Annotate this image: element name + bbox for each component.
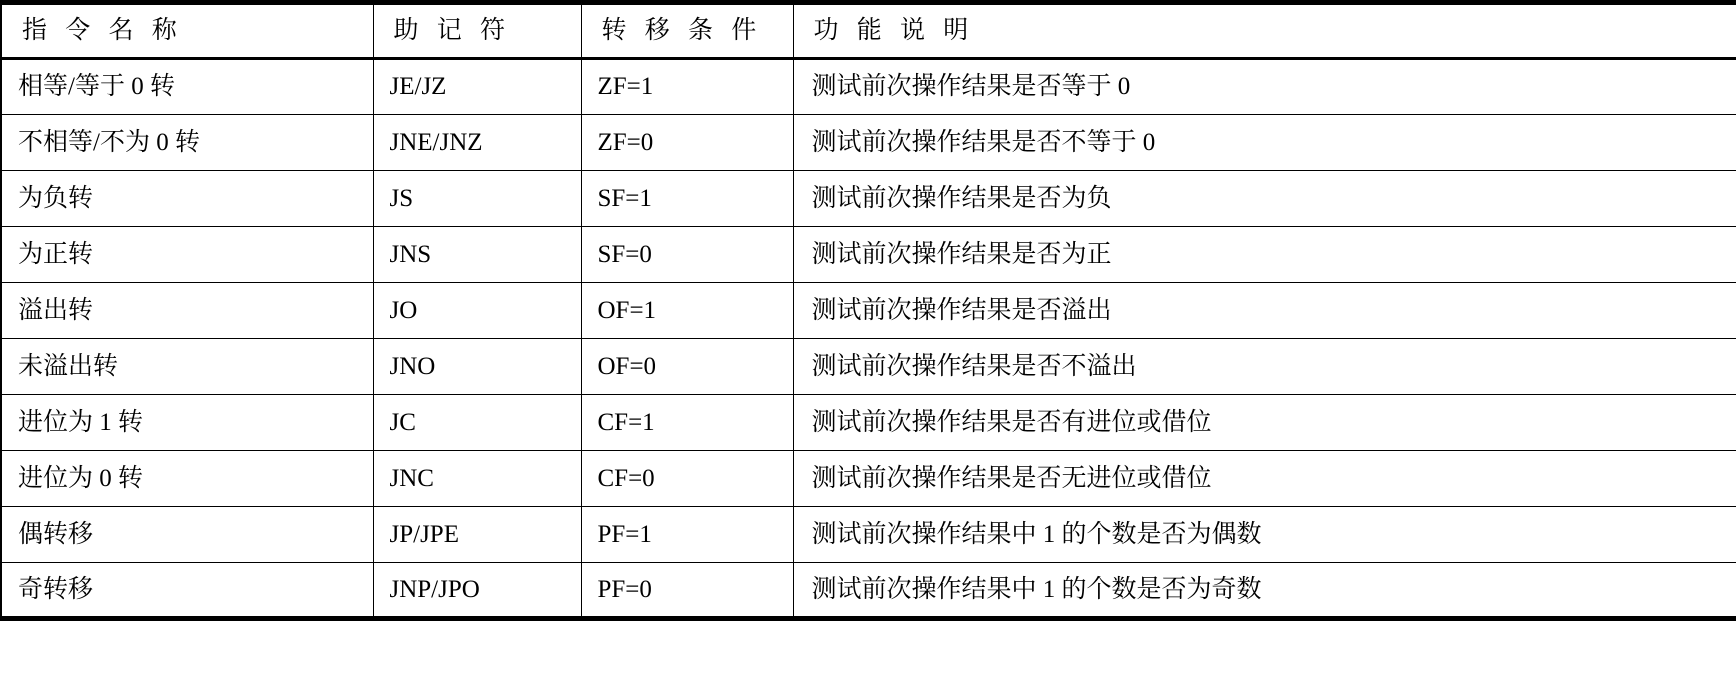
column-header-instruction-name-label: 指 令 名 称 [22,17,183,45]
cell-instruction-name: 为正转 [1,227,373,283]
cell-mnemonic: JO [373,283,581,339]
column-header-condition-label: 转 移 条 件 [601,17,763,45]
cell-instruction-name: 溢出转 [1,283,373,339]
cell-instruction-name: 未溢出转 [1,339,373,395]
cell-instruction-name: 进位为 0 转 [1,451,373,507]
cell-mnemonic: JNO [373,339,581,395]
cell-description: 测试前次操作结果中 1 的个数是否为奇数 [793,563,1736,619]
cell-condition: SF=0 [581,227,793,283]
header-row [1,3,1736,59]
cell-instruction-name: 偶转移 [1,507,373,563]
table-row [1,563,1736,619]
cell-instruction-name: 奇转移 [1,563,373,619]
column-header-condition [581,3,793,59]
cell-instruction-name: 相等/等于 0 转 [1,59,373,115]
column-header-instruction-name [1,3,373,59]
table-row [1,339,1736,395]
table-row [1,227,1736,283]
table-body [1,59,1736,619]
cell-mnemonic: JC [373,395,581,451]
cell-description: 测试前次操作结果是否不等于 0 [793,115,1736,171]
column-header-mnemonic [373,3,581,59]
cell-description: 测试前次操作结果是否有进位或借位 [793,395,1736,451]
cell-description: 测试前次操作结果是否等于 0 [793,59,1736,115]
cell-mnemonic: JNS [373,227,581,283]
table-header [1,3,1736,59]
cell-mnemonic: JP/JPE [373,507,581,563]
cell-condition: CF=0 [581,451,793,507]
cell-description: 测试前次操作结果是否溢出 [793,283,1736,339]
cell-mnemonic: JNC [373,451,581,507]
cell-instruction-name: 不相等/不为 0 转 [1,115,373,171]
cell-condition: PF=0 [581,563,793,619]
cell-condition: CF=1 [581,395,793,451]
cell-mnemonic: JS [373,171,581,227]
table-row [1,451,1736,507]
cell-mnemonic: JNE/JNZ [373,115,581,171]
cell-mnemonic: JE/JZ [373,59,581,115]
cell-description: 测试前次操作结果是否为正 [793,227,1736,283]
cell-instruction-name: 进位为 1 转 [1,395,373,451]
table-row [1,171,1736,227]
cell-description: 测试前次操作结果是否无进位或借位 [793,451,1736,507]
cell-condition: ZF=0 [581,115,793,171]
table-row [1,59,1736,115]
cell-mnemonic: JNP/JPO [373,563,581,619]
column-header-mnemonic-label: 助 记 符 [393,17,512,45]
cell-condition: PF=1 [581,507,793,563]
cell-condition: SF=1 [581,171,793,227]
column-header-description-label: 功 能 说 明 [813,17,975,45]
column-header-description [793,3,1736,59]
cell-description: 测试前次操作结果是否不溢出 [793,339,1736,395]
table-row [1,507,1736,563]
cell-description: 测试前次操作结果中 1 的个数是否为偶数 [793,507,1736,563]
cell-condition: ZF=1 [581,59,793,115]
cell-condition: OF=1 [581,283,793,339]
cell-condition: OF=0 [581,339,793,395]
cell-description: 测试前次操作结果是否为负 [793,171,1736,227]
table-row [1,395,1736,451]
table-row [1,283,1736,339]
cell-instruction-name: 为负转 [1,171,373,227]
table-row [1,115,1736,171]
